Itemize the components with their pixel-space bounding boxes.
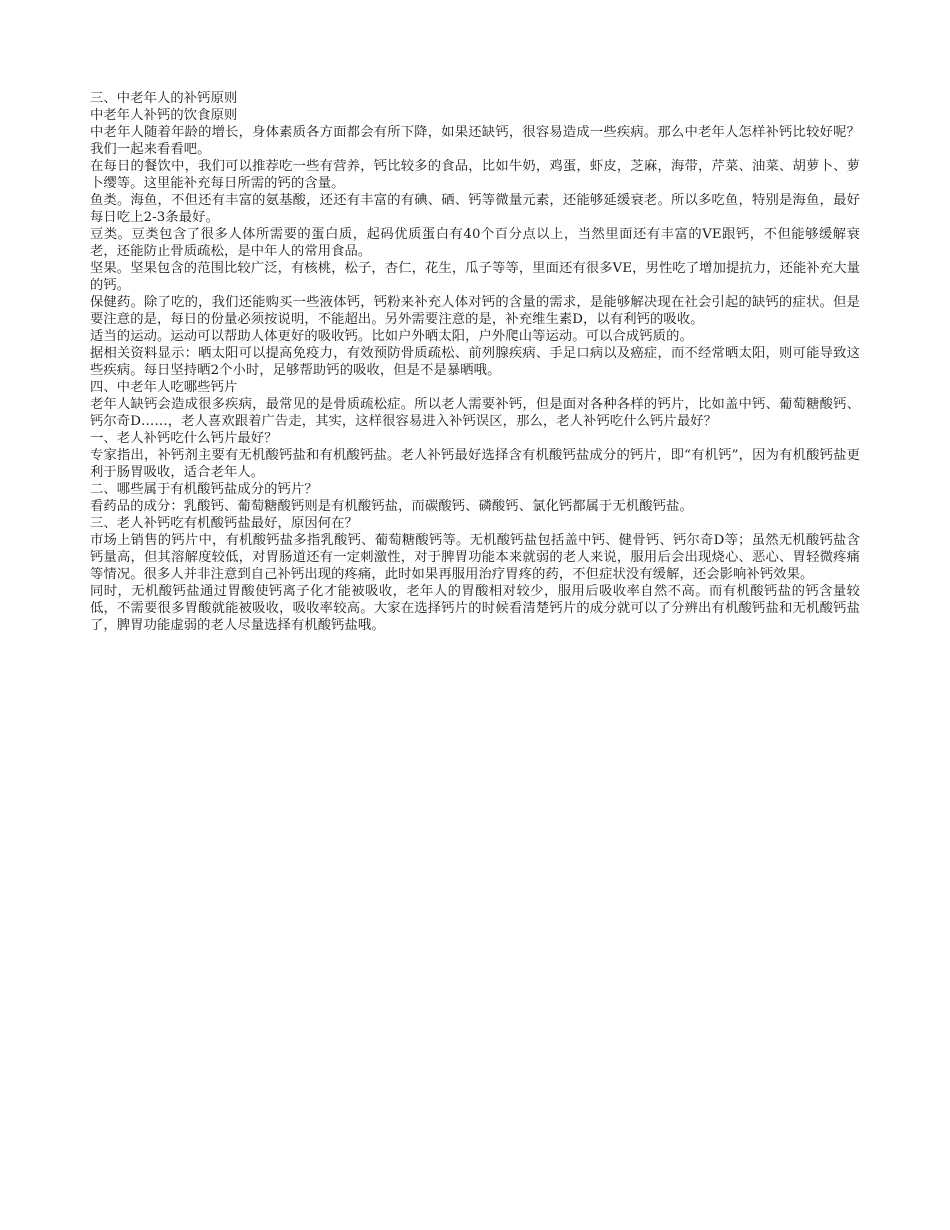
document-body [90,90,860,634]
paragraph-market-tablets: 市场上销售的钙片中，有机酸钙盐多指乳酸钙、葡萄糖酸钙等。无机酸钙盐包括盖中钙、健骨钙、钙尔奇D等；虽然无机酸钙盐含钙量高，但其溶解度较低，对胃肠道还有一定刺激性，对于脾胃功能本来就弱的老人来说，服用后会出现烧心、恶心、胃轻微疼痛等情况。很多人并非注意到自己补钙出现的疼痛，此时如果再服用治疗胃疼的药，不但症状没有缓解，还会影响补钙效果。 [90,533,860,582]
section-heading-calcium-principles: 三、中老年人的补钙原则 [90,91,238,106]
question-heading-best-tablet: 一、老人补钙吃什么钙片最好？ [90,431,278,446]
question-heading-organic-salts: 二、哪些属于有机酸钙盐成分的钙片？ [90,482,318,497]
paragraph-ingredients: 看药品的成分：乳酸钙、葡萄糖酸钙则是有机酸钙盐，而碳酸钙、磷酸钙、氯化钙都属于无机酸钙盐。 [90,499,693,514]
paragraph-absorption: 同时，无机酸钙盐通过胃酸使钙离子化才能被吸收，老年人的胃酸相对较少，服用后吸收率自然不高。而有机酸钙盐的钙含量较低，不需要很多胃酸就能被吸收，吸收率较高。大家在选择钙片的时候看清楚钙片的成分就可以了分辨出有机酸钙盐和无机酸钙盐了，脾胃功能虚弱的老人尽量选择有机酸钙盐哦。 [90,584,860,633]
paragraph-sunlight: 据相关资料显示：晒太阳可以提高免疫力，有效预防骨质疏松、前列腺疾病、手足口病以及癌症，而不经常晒太阳，则可能导致这些疾病。每日坚持晒2个小时，足够帮助钙的吸收，但是不是暴晒哦。 [90,346,860,378]
paragraph-elderly-deficiency: 老年人缺钙会造成很多疾病，最常见的是骨质疏松症。所以老人需要补钙，但是面对各种各样的钙片，比如盖中钙、葡萄糖酸钙、钙尔奇D……，老人喜欢跟着广告走，其实，这样很容易进入补钙误区，那么，老人补钙吃什么钙片最好？ [90,397,860,429]
paragraph-supplements: 保健药。除了吃的，我们还能购买一些液体钙，钙粉来补充人体对钙的含量的需求，是能够解决现在社会引起的缺钙的症状。但是要注意的是，每日的份量必须按说明，不能超出。另外需要注意的是，补充维生素D，以有利钙的吸收。 [90,295,860,327]
paragraph-expert-advice: 专家指出，补钙剂主要有无机酸钙盐和有机酸钙盐。老人补钙最好选择含有机酸钙盐成分的钙片，即“有机钙”，因为有机酸钙盐更利于肠胃吸收，适合老年人。 [90,448,860,480]
paragraph-nuts: 坚果。坚果包含的范围比较广泛，有核桃，松子，杏仁，花生，瓜子等等，里面还有很多VE，男性吃了增加提抗力，还能补充大量的钙。 [90,261,860,293]
section-heading-which-tablets: 四、中老年人吃哪些钙片 [90,380,238,395]
question-heading-why-organic: 三、老人补钙吃有机酸钙盐最好，原因何在？ [90,516,358,531]
subheading-diet-principles: 中老年人补钙的饮食原则 [90,108,238,123]
paragraph-fish: 鱼类。海鱼，不但还有丰富的氨基酸，还还有丰富的有碘、硒、钙等微量元素，还能够延缓衰老。所以多吃鱼，特别是海鱼，最好每日吃上2-3条最好。 [90,193,860,225]
paragraph-intro: 中老年人随着年龄的增长，身体素质各方面都会有所下降，如果还缺钙，很容易造成一些疾病。那么中老年人怎样补钙比较好呢？我们一起来看看吧。 [90,125,860,157]
paragraph-exercise: 适当的运动。运动可以帮助人体更好的吸收钙。比如户外晒太阳，户外爬山等运动。可以合成钙质的。 [90,329,693,344]
paragraph-beans: 豆类。豆类包含了很多人体所需要的蛋白质，起码优质蛋白有40个百分点以上，当然里面还有丰富的VE跟钙，不但能够缓解衰老，还能防止骨质疏松，是中年人的常用食品。 [90,227,860,259]
paragraph-daily-diet: 在每日的餐饮中，我们可以推荐吃一些有营养，钙比较多的食品，比如牛奶，鸡蛋，虾皮，芝麻，海带，芹菜、油菜、胡萝卜、萝卜缨等。这里能补充每日所需的钙的含量。 [90,159,860,191]
